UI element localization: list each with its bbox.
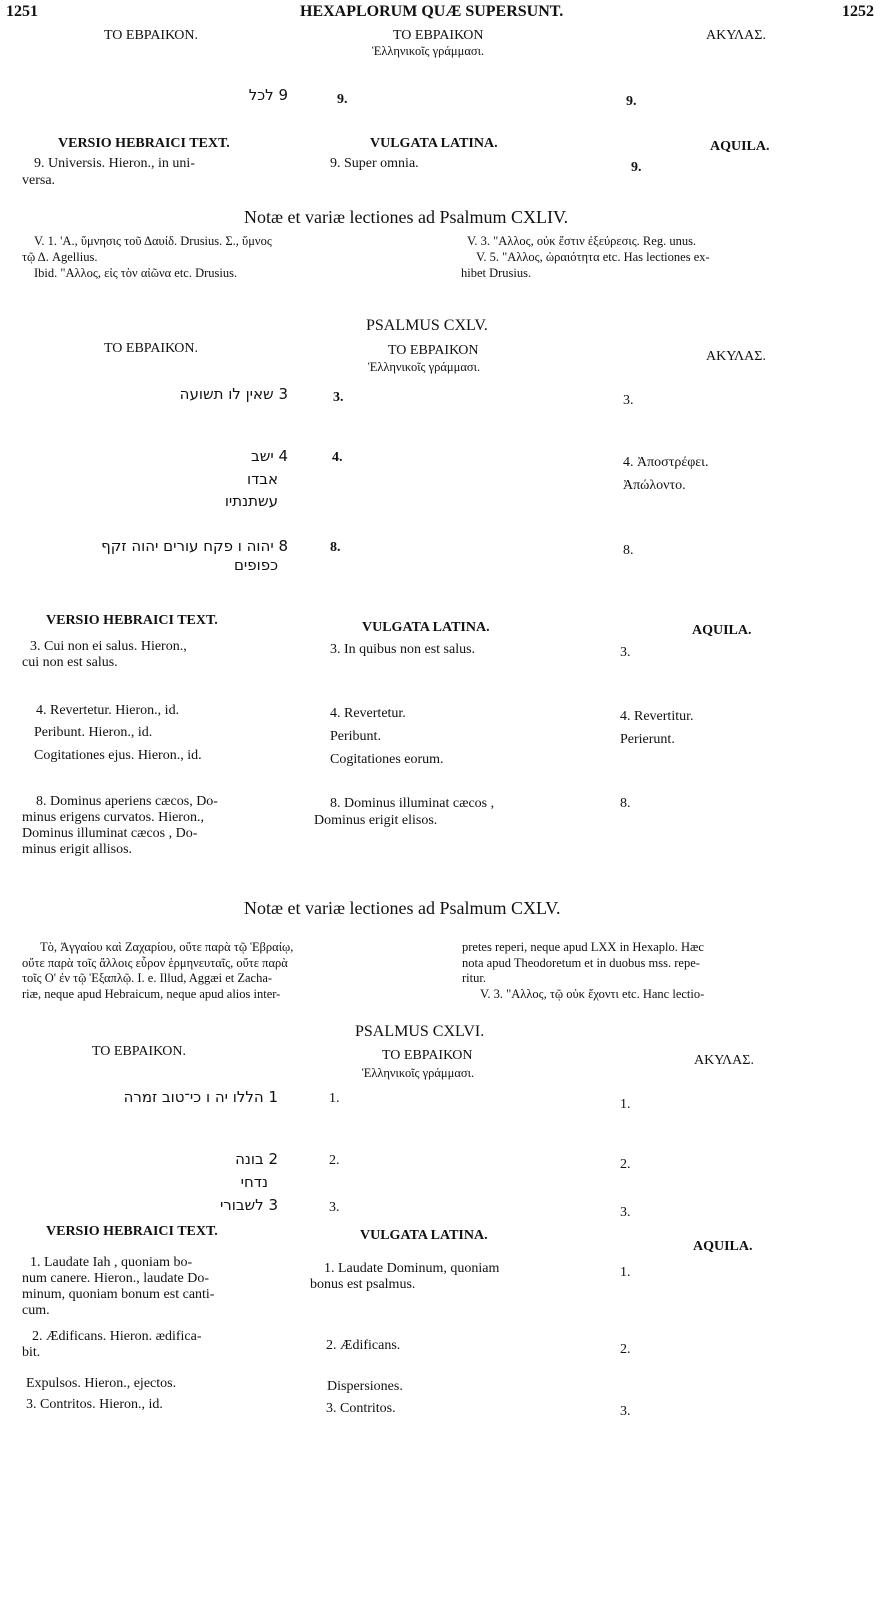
versio-line: Peribunt. Hieron., id.	[34, 725, 153, 740]
psalm-title: PSALMUS CXLV.	[366, 317, 488, 334]
col-head-vulgata: VULGATA LATINA.	[370, 136, 498, 151]
aquila-greek-line: 3.	[623, 393, 634, 408]
hebrew-line-4: עשתנתיו	[224, 492, 278, 510]
aquila-line: 3.	[620, 645, 631, 660]
page-number-right: 1252	[842, 3, 874, 20]
vulgata-line: Dominus erigit elisos.	[314, 813, 438, 828]
hebrew-line-2: 2 בונה	[235, 1150, 278, 1168]
note-line: V. 5. "Αλλος, ὡραιότητα etc. Has lectiones ex-	[476, 250, 710, 264]
note-line: τῷ Δ. Agellius.	[22, 250, 98, 264]
vulgata-line: 4. Revertetur.	[330, 706, 406, 721]
vulgata-line: Cogitationes eorum.	[330, 752, 444, 767]
hebrew-line-8: כפופים	[233, 556, 278, 574]
note-line: V. 3. "Αλλος, τῷ οὐκ ἔχοντι etc. Hanc lectio-	[480, 987, 705, 1001]
hebrew-line-3: 3 לשבורי	[219, 1196, 278, 1214]
col-head-versio: VERSIO HEBRAICI TEXT.	[46, 1224, 218, 1239]
versio-line: 3. Cui non ei salus. Hieron.,	[30, 639, 187, 654]
verse-num: 9.	[626, 94, 637, 109]
vulgata-line: 1. Laudate Dominum, quoniam	[324, 1261, 500, 1276]
vulgata-line: 9. Super omnia.	[330, 156, 419, 171]
versio-line: 9. Universis. Hieron., in uni-	[34, 156, 195, 171]
psalm-title: PSALMUS CXLVI.	[355, 1023, 485, 1040]
versio-line: versa.	[22, 173, 56, 188]
running-title: HEXAPLORUM QUÆ SUPERSUNT.	[300, 3, 564, 20]
aquila-line: 4. Revertitur.	[620, 709, 694, 724]
versio-line: 1. Laudate Iah , quoniam bo-	[30, 1255, 193, 1270]
vulgata-line: Dispersiones.	[327, 1379, 403, 1394]
note-line: Τὸ, Ἀγγαίου καὶ Ζαχαρίου, οὔτε παρὰ τῷ Ἑβραίῳ,	[40, 940, 294, 954]
col-head-hebraicum-greek: ΤΟ ΕΒΡΑΙΚΟΝ	[382, 1048, 473, 1063]
hebrew-line-4: 4 ישב	[251, 447, 288, 465]
note-line: ritur.	[462, 971, 486, 985]
vulgata-line: bonus est psalmus.	[310, 1277, 416, 1292]
col-head-vulgata: VULGATA LATINA.	[362, 620, 490, 635]
vulgata-line: 8. Dominus illuminat cæcos ,	[330, 796, 495, 811]
versio-line: 4. Revertetur. Hieron., id.	[36, 703, 180, 718]
versio-line: Expulsos. Hieron., ejectos.	[26, 1376, 177, 1391]
aquila-greek-line: 2.	[620, 1157, 631, 1172]
verse-num: 9.	[337, 92, 348, 107]
versio-line: cui non est salus.	[22, 655, 118, 670]
col-head-hebraicum: ΤΟ ΕΒΡΑΙΚΟΝ.	[104, 28, 198, 43]
col-subhead-greek-letters: Ἑλληνικοῖς γράμμασι.	[368, 360, 481, 374]
note-line: nota apud Theodoretum et in duobus mss. repe-	[462, 956, 700, 970]
col-head-aquila-greek: ΑΚΥΛΑΣ.	[706, 28, 766, 43]
col-head-aquila: AQUILA.	[693, 1239, 753, 1254]
versio-line: cum.	[22, 1303, 50, 1318]
page-number-left: 1251	[6, 3, 38, 20]
aquila-line: 9.	[631, 160, 642, 175]
notes-title: Notæ et variæ lectiones ad Psalmum CXLIV.	[244, 207, 569, 227]
aquila-line: 1.	[620, 1265, 631, 1280]
col-head-aquila-greek: ΑΚΥΛΑΣ.	[694, 1053, 754, 1068]
verse-num: 3.	[329, 1200, 340, 1215]
col-head-aquila: AQUILA.	[692, 623, 752, 638]
verse-num: 3.	[333, 390, 344, 405]
verse-num: 2.	[329, 1153, 340, 1168]
note-line: Ibid. "Αλλος, εἰς τὸν αἰῶνα etc. Drusius.	[34, 266, 238, 280]
hebrew-line-8: 8 יהוה ו פקח עורים יהוה זקף	[101, 537, 288, 555]
note-line: V. 3. "Αλλος, οὐκ ἔστιν ἐξεύρεσις. Reg. unus.	[467, 234, 697, 248]
note-line: riæ, neque apud Hebraicum, neque apud alios inter-	[22, 987, 281, 1001]
aquila-greek-line: 3.	[620, 1205, 631, 1220]
versio-line: num canere. Hieron., laudate Do-	[22, 1271, 209, 1286]
col-head-hebraicum-greek: ΤΟ ΕΒΡΑΙΚΟΝ	[393, 28, 484, 43]
col-head-versio: VERSIO HEBRAICI TEXT.	[46, 613, 218, 628]
verse-num: 4.	[332, 450, 343, 465]
col-head-hebraicum-greek: ΤΟ ΕΒΡΑΙΚΟΝ	[388, 343, 479, 358]
note-line: pretes reperi, neque apud LXX in Hexaplo. Hæc	[462, 940, 704, 954]
notes-title: Notæ et variæ lectiones ad Psalmum CXLV.	[244, 898, 561, 918]
versio-line: 2. Ædificans. Hieron. ædifica-	[32, 1329, 202, 1344]
col-subhead-greek-letters: Ἑλληνικοῖς γράμμασι.	[362, 1066, 475, 1080]
aquila-greek-line: 4. Ἀποστρέφει.	[623, 455, 709, 470]
hebrew-line-9: 9 לכל	[248, 86, 288, 104]
col-head-vulgata: VULGATA LATINA.	[360, 1228, 488, 1243]
aquila-greek-line: Ἀπώλοντο.	[623, 478, 686, 493]
versio-line: bit.	[22, 1345, 41, 1360]
hebrew-line-1: 1 הללו יה ו כי־טוב זמרה	[123, 1088, 278, 1106]
col-head-aquila-greek: ΑΚΥΛΑΣ.	[706, 349, 766, 364]
verse-num: 1.	[329, 1091, 340, 1106]
aquila-line: 3.	[620, 1404, 631, 1419]
note-line: οὔτε παρὰ τοῖς ἄλλοις εὗρον ἑρμηνευταῖς, οὔτε παρὰ	[22, 956, 288, 970]
col-head-hebraicum: ΤΟ ΕΒΡΑΙΚΟΝ.	[92, 1044, 186, 1059]
vulgata-line: Peribunt.	[330, 729, 381, 744]
note-line: V. 1. 'Α., ὕμνησις τοῦ Δαυίδ. Drusius. Σ., ὕμνος	[34, 234, 272, 248]
versio-line: minus erigit allisos.	[22, 842, 133, 857]
aquila-line: 2.	[620, 1342, 631, 1357]
note-line: hibet Drusius.	[461, 266, 532, 280]
vulgata-line: 2. Ædificans.	[326, 1338, 401, 1353]
col-head-aquila: AQUILA.	[710, 139, 770, 154]
aquila-greek-line: 8.	[623, 543, 634, 558]
col-head-hebraicum: ΤΟ ΕΒΡΑΙΚΟΝ.	[104, 341, 198, 356]
note-line: τοῖς Ο' ἐν τῷ Ἑξαπλῷ. I. e. Illud, Aggæi et Zacha-	[22, 971, 273, 985]
versio-line: Cogitationes ejus. Hieron., id.	[34, 748, 202, 763]
versio-line: 8. Dominus aperiens cæcos, Do-	[36, 794, 218, 809]
vulgata-line: 3. Contritos.	[326, 1401, 396, 1416]
verse-num: 8.	[330, 540, 341, 555]
hebrew-line-3: 3 שאין לו תשועה	[179, 385, 288, 403]
col-head-versio: VERSIO HEBRAICI TEXT.	[58, 136, 230, 151]
versio-line: minus erigens curvatos. Hieron.,	[22, 810, 204, 825]
aquila-line: 8.	[620, 796, 631, 811]
versio-line: Dominus illuminat cæcos , Do-	[22, 826, 198, 841]
aquila-line: Perierunt.	[620, 732, 675, 747]
hebrew-line-4: אבדו	[247, 470, 278, 488]
versio-line: minum, quoniam bonum est canti-	[22, 1287, 215, 1302]
col-subhead-greek-letters: Ἑλληνικοῖς γράμμασι.	[372, 44, 485, 58]
vulgata-line: 3. In quibus non est salus.	[330, 642, 476, 657]
versio-line: 3. Contritos. Hieron., id.	[26, 1397, 163, 1412]
aquila-greek-line: 1.	[620, 1097, 631, 1112]
hebrew-line-2: נדחי	[240, 1173, 268, 1191]
